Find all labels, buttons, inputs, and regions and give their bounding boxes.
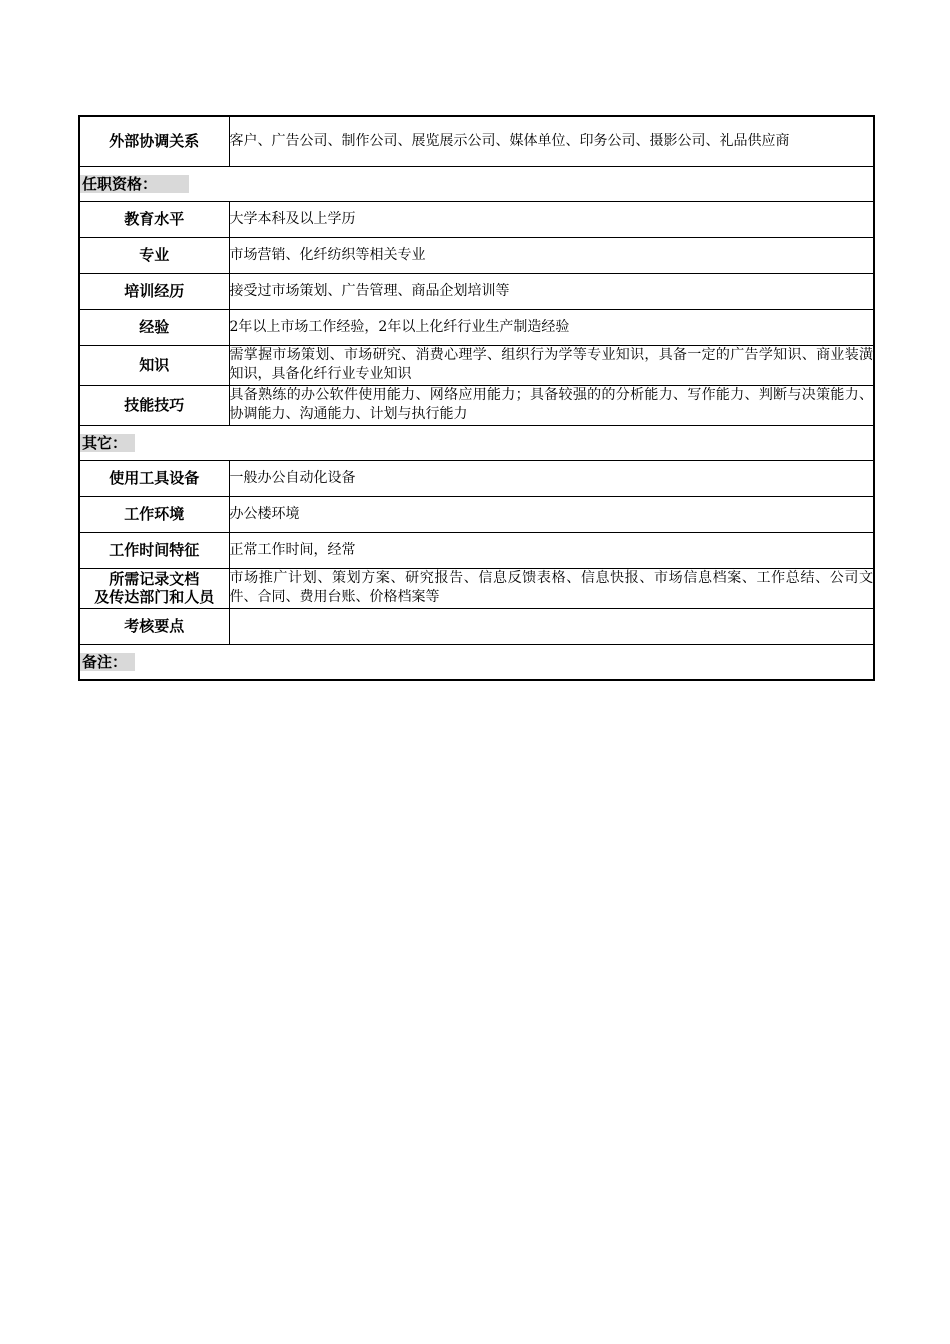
label-documents-line1: 所需记录文档 <box>109 570 200 588</box>
row-tools <box>79 460 874 496</box>
value-education: 大学本科及以上学历 <box>229 201 874 237</box>
section-others-title: 其它： <box>80 434 135 452</box>
row-skills <box>79 385 874 425</box>
section-others <box>79 425 874 460</box>
row-environment <box>79 496 874 532</box>
row-training <box>79 273 874 309</box>
label-education: 教育水平 <box>79 201 229 237</box>
value-assessment <box>229 608 874 644</box>
label-major: 专业 <box>79 237 229 273</box>
row-work-time <box>79 532 874 568</box>
value-training: 接受过市场策划、广告管理、商品企划培训等 <box>229 273 874 309</box>
label-work-time: 工作时间特征 <box>79 532 229 568</box>
row-experience <box>79 309 874 345</box>
value-work-time: 正常工作时间，经常 <box>229 532 874 568</box>
row-education <box>79 201 874 237</box>
row-documents <box>79 568 874 608</box>
job-description-table <box>78 115 875 681</box>
row-external-relations <box>79 116 874 166</box>
section-notes-title: 备注： <box>80 653 135 671</box>
label-external-relations: 外部协调关系 <box>79 116 229 166</box>
label-tools: 使用工具设备 <box>79 460 229 496</box>
label-knowledge: 知识 <box>79 345 229 385</box>
value-skills: 具备熟练的办公软件使用能力、网络应用能力；具备较强的的分析能力、写作能力、判断与决策能力、协调能力、沟通能力、计划与执行能力 <box>229 385 874 425</box>
section-notes <box>79 644 874 680</box>
label-skills: 技能技巧 <box>79 385 229 425</box>
label-environment: 工作环境 <box>79 496 229 532</box>
value-experience: 2年以上市场工作经验，2年以上化纤行业生产制造经验 <box>229 309 874 345</box>
value-environment: 办公楼环境 <box>229 496 874 532</box>
row-assessment <box>79 608 874 644</box>
label-documents-line2: 及传达部门和人员 <box>94 588 215 606</box>
section-qualifications <box>79 166 874 201</box>
value-tools: 一般办公自动化设备 <box>229 460 874 496</box>
value-major: 市场营销、化纤纺织等相关专业 <box>229 237 874 273</box>
row-knowledge <box>79 345 874 385</box>
section-qualifications-title: 任职资格： <box>80 175 189 193</box>
value-documents: 市场推广计划、策划方案、研究报告、信息反馈表格、信息快报、市场信息档案、工作总结、公司文件、合同、费用台账、价格档案等 <box>229 568 874 608</box>
label-assessment: 考核要点 <box>79 608 229 644</box>
value-knowledge: 需掌握市场策划、市场研究、消费心理学、组织行为学等专业知识，具备一定的广告学知识、商业装潢知识，具备化纤行业专业知识 <box>229 345 874 385</box>
value-external-relations: 客户、广告公司、制作公司、展览展示公司、媒体单位、印务公司、摄影公司、礼品供应商 <box>229 116 874 166</box>
label-training: 培训经历 <box>79 273 229 309</box>
label-experience: 经验 <box>79 309 229 345</box>
row-major <box>79 237 874 273</box>
label-documents <box>79 568 229 608</box>
